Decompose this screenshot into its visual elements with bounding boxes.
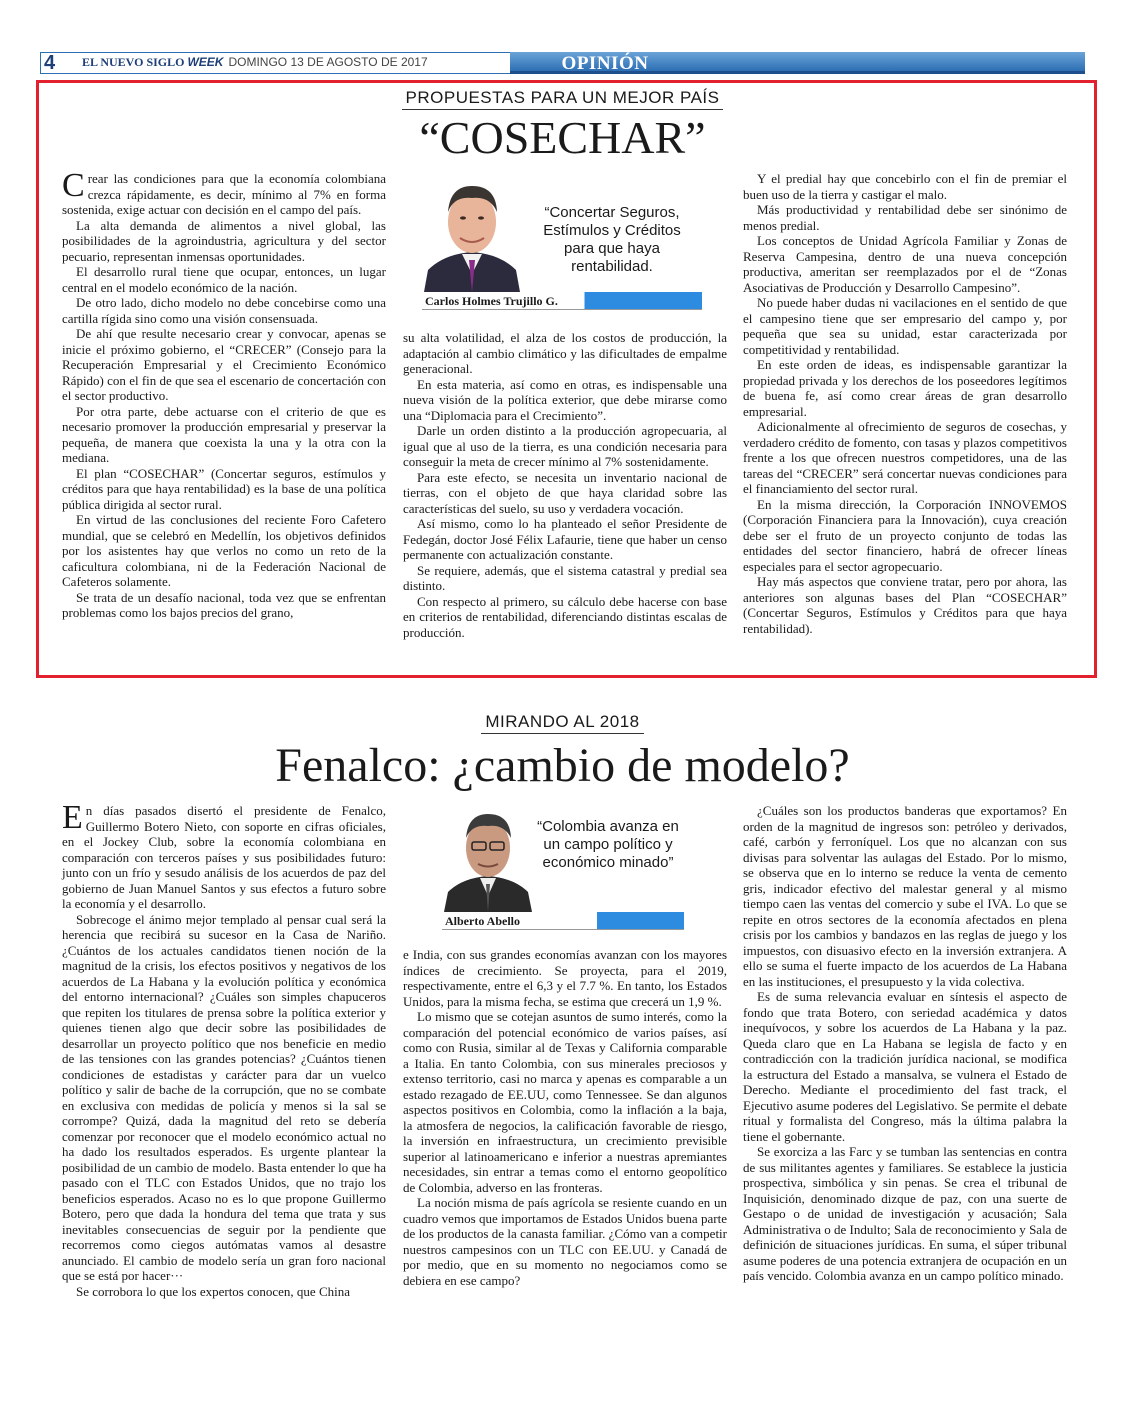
article1-author-photo-block [422, 172, 702, 312]
paragraph: Es de suma relevancia evaluar en síntesis el aspecto de fondo que trata Botero, con seriedad académica y datos inequívocos, y sobre los acuerdos de La Habana y la paz. Queda claro que en La Habana se legisla de facto y en contradicción con la tradición jurídica nacional, se modifica la estructura del Estado a mansalva, se vulnera el Estado de Derecho. Mediante el procedimiento del fast track, el Ejecutivo asume poderes del Legislativo. Se permite el debate ritual y formalista del Congreso, más la última palabra la tiene el gobernante. [743, 989, 1067, 1144]
publication-name: EL NUEVO SIGLO [82, 55, 185, 69]
paragraph: Con respecto al primero, su cálculo debe hacerse con base en criterios de rentabilidad, diferenciando distintas escalas de producción. [403, 593, 727, 640]
paragraph: Se exorciza a las Farc y se tumban las sentencias en contra de sus militantes agentes y familiares. Se establece la justicia prospectiva, simbólica y sin penas. Se crea el tribunal de Inquisición, denominado dizque de paz, con una suerte de Gestapo o de unidad de investigación y acusación; Sala Administrativa o de Indulto; Sala de reconocimiento y Sala de definición de situaciones jurídicas. En suma, el súper tribunal asume poderes de una potencia extranjera de ocupación en un país vencido. Colombia avanza en un campo político minado. [743, 1144, 1067, 1283]
publication-line [82, 55, 428, 70]
paragraph: En este orden de ideas, es indispensable garantizar la propiedad privada y los derechos de los poseedores legítimos de buena fe, así como crear áreas de gran desarrollo empresarial. [743, 357, 1067, 419]
paragraph: Adicionalmente al ofrecimiento de seguros de cosechas, y verdadero crédito de fomento, con tasas y plazos competitivos frente a los que ofrecen nuestros competidores, una de las tareas del “CRECER” será concertar nuevas condiciones para el financiamiento del sector rural. [743, 419, 1067, 496]
publication-date: DOMINGO 13 DE AGOSTO DE 2017 [228, 55, 428, 69]
paragraph: su alta volatilidad, el alza de los costos de producción, la adaptación al cambio climático y las dificultades de empalme generacional. [403, 330, 727, 376]
article2-title: Fenalco: ¿cambio de modelo? [275, 739, 850, 792]
paragraph: Sobrecoge el ánimo mejor templado al pensar cual será la herencia que recibirá su sucesor en la Casa de Nariño. ¿Cuántos de los actuales candidatos tienen noción de la magnitud de la crisis, los efectos positivos y negativos de los acuerdos de La Habana y la evolución política y económica del entorno internacional? ¿Cuáles son simples chapuceros que repiten los titulares de prensa sobre la política exterior y quienes tienen algo que decir sobre las posibilidades de desarrollar un proyecto político que nos beneficie en medio de las tensiones con las grandes potencias? ¿Cuántos tienen condiciones de estadistas y carácter para dar un vuelco político y salir de bache de la corrupción, que no se combate en exclusiva con medidas de policía y menos si la sal se corrompe? Quizá, dada la magnitud del reto se debería comenzar por reconocer que el modelo económico actual no ha dado los resultados esperados. Es urgente plantear la posibilidad de un cambio de modelo. Basta entender lo que ha pasado con el TLC con Estados Unidos, que no trajo los beneficios esperados. Acaso no es lo que propone Guillermo Botero, pero que dada la hondura del tema que trata y sus inevitables consecuencias de seguir por la pendiente que recorremos como ciegos autómatas vamos al desastre anunciado. El cambio de modelo sería un gran foro nacional que se está por hacer··· [62, 911, 386, 1283]
paragraph: Se corrobora lo que los expertos conocen, que China [76, 1283, 351, 1299]
article2-author-bar [442, 912, 684, 930]
article2-author-name: Alberto Abello [445, 914, 520, 928]
article1-pull-quote: “Concertar Seguros, Estímulos y Créditos para que haya rentabilidad. [543, 204, 681, 275]
paragraph: Darle un orden distinto a la producción agropecuaria, al igual que al uso de la tierra, es una condición necesaria para conseguir la meta de crecer mínimo al 7% sostenidamente. [403, 423, 727, 469]
publication-edition: WEEK [187, 55, 224, 69]
paragraph: Y el predial hay que concebirlo con el fin de premiar el buen uso de la tierra y castigar el malo. [743, 171, 1067, 202]
article2-kicker: MIRANDO AL 2018 [300, 712, 825, 734]
paragraph: Los conceptos de Unidad Agrícola Familiar y Zonas de Reserva Campesina, dentro de una nueva concepción productiva, ameritan ser reemplazados por el de “Zonas Asociativas de Producción y Desarrollo Campesino”. [743, 233, 1067, 295]
paragraph: En días pasados disertó el presidente de Fenalco, Guillermo Botero Nieto, con soporte en cifras oficiales, en el Jockey Club, sobre la economía colombiana en comparación con terceros países y sus posibilidades futuro: junto con un frío y sesudo análisis de los acuerdos de paz del gobierno de Juan Manuel Santos y sus efectos a futuro sobre la economía y el desarrollo. [62, 799, 386, 911]
article2-column-3 [743, 803, 1067, 1284]
paragraph: Se requiere, además, que el sistema catastral y predial sea distinto. [403, 562, 727, 593]
paragraph: Crear las condiciones para que la economía colombiana crezca rápidamente, es decir, mínimo al 7% en forma sostenida, exige actuar con decisión en el campo del país. [62, 167, 386, 217]
paragraph: La alta demanda de alimentos a nivel global, las posibilidades de la agroindustria, agricultura y del sector pecuario, representan inmensas oportunidades. [62, 217, 386, 264]
article1-kicker: PROPUESTAS PARA UN MEJOR PAÍS [300, 88, 825, 110]
page-number: 4 [44, 52, 56, 74]
author-portrait-image [444, 806, 532, 912]
paragraph: De otro lado, dicho modelo no debe concebirse como una cartilla rígida sino como una visión consensuada. [62, 295, 386, 326]
paragraph: De ahí que resulte necesario crear y convocar, apenas se inicie el próximo gobierno, el “CRECER” (Consejo para la Recuperación Empresarial y el Crecimiento Económico Rápido) con el fin de que sea el escenario de concertación con el sector productivo. [62, 326, 386, 403]
author-portrait-image [424, 174, 520, 292]
article2-column-2 [403, 947, 727, 1288]
article2-author-photo-block [442, 806, 684, 932]
article1-author-name: Carlos Holmes Trujillo G. [425, 294, 558, 308]
paragraph: Así mismo, como lo ha planteado el señor Presidente de Fedegán, doctor José Félix Lafaurie, tiene que haber un censo permanente con actualización constante. [403, 516, 727, 562]
paragraph: En virtud de las conclusiones del reciente Foro Cafetero mundial, que se celebró en Medellín, los objetivos definidos por los asistentes hay que verlos no como un reto de la caficultura colombiana, ni de la Federación Nacional de Cafeteros solamente. [62, 512, 386, 589]
paragraph: La noción misma de país agrícola se resiente cuando en un cuadro vemos que importamos de Estados Unidos buena parte de los productos de la canasta familiar. ¿Cómo van a competir nuestros campesinos con un TLC con EE.UU. y Canadá de por medio, que en su momento no negociamos como se debiera en ese campo? [403, 1195, 727, 1288]
paragraph: Por otra parte, debe actuarse con el criterio de que es necesario promover la producción empresarial y preservar la pequeña, de manera que coexista la una y la otra con la mediana. [62, 403, 386, 465]
paragraph: El plan “COSECHAR” (Concertar seguros, estímulos y créditos para que haya rentabilidad) es la base de una política pública dirigida al sector rural. [62, 465, 386, 512]
paragraph: Se trata de un desafío nacional, toda vez que se enfrentan problemas como los bajos precios del grano, [62, 589, 386, 620]
paragraph: En esta materia, así como en otras, es indispensable una nueva visión de la política exterior, que debe mirarse como una “Diplomacia para el Crecimiento”. [403, 376, 727, 423]
article1-column-3 [743, 171, 1067, 636]
paragraph: No puede haber dudas ni vacilaciones en el sentido de que el campesino tiene que ser empresario del campo y, por pequeña que sea su unidad, estar caracterizada por competitividad y rentabilidad. [743, 295, 1067, 357]
section-title: OPINIÓN [561, 53, 649, 74]
article2-pull-quote: “Colombia avanza en un campo político y económico minado” [537, 818, 679, 871]
page-header [40, 52, 1085, 78]
paragraph: En la misma dirección, la Corporación INNOVEMOS (Corporación Financiera para la Innovación), cuya creación debe ser el fruto de un proyecto conjunto de todas las entidades del sector financiero, habrá de ofrecer líneas especiales para el sector agropecuario. [743, 496, 1067, 574]
paragraph: Hay más aspectos que conviene tratar, pero por ahora, las anteriores son algunas bases del Plan “COSECHAR” (Concertar Seguros, Estímulos y Créditos para que haya rentabilidad). [743, 574, 1067, 636]
article1-title: “COSECHAR” [419, 112, 706, 163]
paragraph: e India, con sus grandes economías avanzan con los mayores índices de crecimiento. Se proyecta, para el 2019, respectivamente, entre el 6,3 y el 7.7 %. En tanto, los Estados Unidos, para la misma fecha, se estima que crecerá un 1,9 %. [403, 947, 727, 1009]
article2-column-1 [62, 799, 386, 1299]
paragraph: Lo mismo que se cotejan asuntos de sumo interés, como la comparación del potencial económico de varios países, así como con Rusia, similar al de Texas y California comparable a Italia. En tanto Colombia, con sus minerales preciosos y extenso territorio, casi no marca y apenas es comparable a un estado rezagado de EE.UU, como Tennessee. Se dan algunos aspectos positivos en Colombia, como la inflación a la baja, la atmosfera de negocios, la calificación favorable de riesgo, la inversión en infraestructura, un crecimiento previsible superior al latinoamericano e inferior a nuestras apremiantes necesidades, sin entrar a temas como el entorno geopolítico de Colombia, adverso en las fronteras. [403, 1009, 727, 1195]
paragraph: El desarrollo rural tiene que ocupar, entonces, un lugar central en el modelo económico de la nación. [62, 264, 386, 295]
paragraph: ¿Cuáles son los productos banderas que exportamos? En orden de la magnitud de ingresos son: petróleo y derivados, café, carbón y ferroníquel. Los que no alcanzan con sus divisas para solventar las aulagas del Estado. Por lo mismo, se observa que en lo interno se reduce la venta de cemento gris, indicador efectivo del malestar general y al mismo tiempo caen las ventas del comercio y sube el IVA. Lo que se repite en otros sectores de la economía afectados en plena crisis por los cambios y bandazos en las reglas de juego y los impuestos, con disuasivo efecto en la inversión extranjera. A ello se suma el fuerte impacto de los acuerdos de La Habana en las instituciones, el presupuesto y la vida colectiva. [743, 803, 1067, 989]
article1-author-bar [422, 292, 702, 310]
paragraph: Más productividad y rentabilidad debe ser sinónimo de menos predial. [743, 202, 1067, 233]
article1-column-1 [62, 167, 386, 621]
article1-column-2 [403, 330, 727, 640]
paragraph: Para este efecto, se necesita un inventario nacional de tierras, con el objeto de que haya claridad sobre las características del suelo, su uso y verdadera vocación. [403, 469, 727, 516]
